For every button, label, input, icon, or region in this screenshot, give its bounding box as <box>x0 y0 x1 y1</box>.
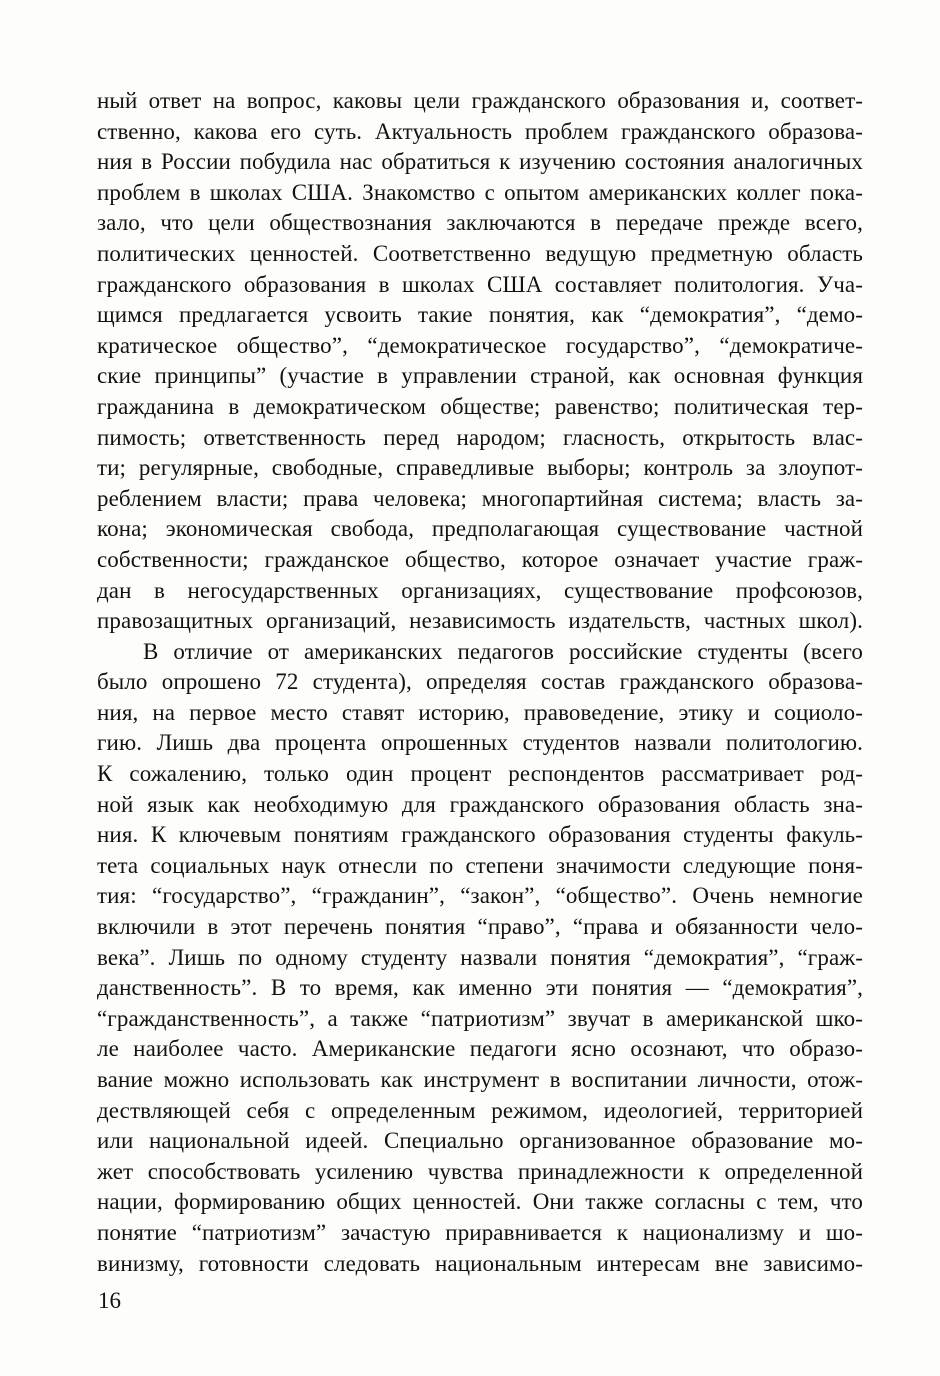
text-line: нации, формированию общих ценностей. Они также согласны с тем, что <box>97 1189 863 1215</box>
text-line: гражданского образования в школах США составляет политология. Уча- <box>97 271 863 297</box>
text-line: кратическое общество”, “демократическое государство”, “демократиче- <box>97 332 863 358</box>
text-line: зало, что цели обществознания заключаются в передаче прежде всего, <box>97 210 863 236</box>
text-line: винизму, готовности следовать национальным интересам вне зависимо- <box>97 1250 863 1276</box>
text-line: проблем в школах США. Знакомство с опытом американских коллег пока- <box>97 179 863 205</box>
text-line: В отличие от американских педагогов российские студенты (всего <box>143 638 863 664</box>
text-line: ле наиболее часто. Американские педагоги ясно осознают, что образо- <box>97 1036 863 1062</box>
text-line: собственности; гражданское общество, которое означает участие граж- <box>97 546 863 572</box>
text-line: ния. К ключевым понятиям гражданского образования студенты факуль- <box>97 822 863 848</box>
page-number: 16 <box>98 1288 121 1313</box>
text-line: К сожалению, только один процент респондентов рассматривает род- <box>97 761 863 787</box>
text-line: дествляющей себя с определенным режимом, идеологией, территорией <box>97 1097 863 1123</box>
text-line: ния, на первое место ставят историю, правоведение, этику и социоло- <box>97 699 863 725</box>
text-line: было опрошено 72 студента), определяя состав гражданского образова- <box>97 669 863 695</box>
text-line: “гражданственность”, а также “патриотизм” звучат в американской шко- <box>97 1005 863 1031</box>
text-line: данственность”. В то время, как именно эти понятия — “демократия”, <box>97 975 863 1001</box>
text-line: ственно, какова его суть. Актуальность проблем гражданского образова- <box>97 118 863 144</box>
text-line: тета социальных наук отнесли по степени значимости следующие поня- <box>97 852 863 878</box>
text-line: ной язык как необходимую для гражданского образования область зна- <box>97 791 863 817</box>
text-line: понятие “патриотизм” зачастую приравнивается к национализму и шо- <box>97 1219 863 1245</box>
text-line: правозащитных организаций, независимость издательств, частных школ). <box>97 608 863 634</box>
text-line: жет способствовать усилению чувства принадлежности к определенной <box>97 1158 863 1184</box>
text-line: гражданина в демократическом обществе; равенство; политическая тер- <box>97 393 863 419</box>
text-line: дан в негосударственных организациях, существование профсоюзов, <box>97 577 863 603</box>
text-line: политических ценностей. Соответственно ведущую предметную область <box>97 240 863 266</box>
text-line: ти; регулярные, свободные, справедливые выборы; контроль за злоупот- <box>97 455 863 481</box>
text-line: века”. Лишь по одному студенту назвали понятия “демократия”, “граж- <box>97 944 863 970</box>
text-line: вание можно использовать как инструмент в воспитании личности, отож- <box>97 1067 863 1092</box>
text-line: ские принципы” (участие в управлении страной, как основная функция <box>97 363 863 389</box>
text-line: тия: “государство”, “гражданин”, “закон”, “общество”. Очень немногие <box>97 883 863 909</box>
text-line: кона; экономическая свобода, предполагающая существование частной <box>97 516 863 542</box>
text-line: ный ответ на вопрос, каковы цели гражданского образования и, соответ- <box>97 88 863 113</box>
text-line: или национальной идеей. Специально организованное образование мо- <box>97 1128 863 1154</box>
text-block <box>97 86 863 1279</box>
text-line: пимость; ответственность перед народом; гласность, открытость влас- <box>97 424 863 450</box>
text-line: щимся предлагается усвоить такие понятия, как “демократия”, “демо- <box>97 302 863 328</box>
text-line: ния в России побудила нас обратиться к изучению состояния аналогичных <box>97 149 863 175</box>
text-line: гию. Лишь два процента опрошенных студентов назвали политологию. <box>97 730 863 756</box>
text-line: включили в этот перечень понятия “право”, “права и обязанности чело- <box>97 914 863 940</box>
text-line: реблением власти; права человека; многопартийная система; власть за- <box>97 485 863 511</box>
